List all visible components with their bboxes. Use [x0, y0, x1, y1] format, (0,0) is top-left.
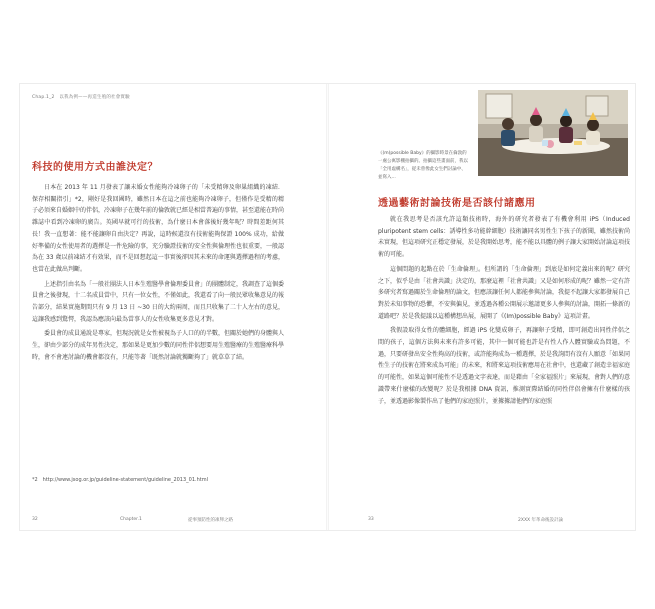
footer-chapter: Chapter.1: [120, 517, 142, 522]
left-page: [20, 84, 327, 530]
book-spread: [20, 84, 635, 530]
section-heading-right: 透過藝術討論技術是否該付諸應用: [378, 198, 536, 209]
family-photo: [478, 90, 628, 176]
footer-title-left: 從事預防性的凍卵之路: [188, 518, 233, 523]
running-head: Chap.1_2 以我為例——再造生殖的社會實驗: [32, 95, 130, 100]
right-body-text: [378, 214, 630, 410]
right-page: [328, 84, 635, 530]
footer-title-right: 2XXX 年革命後設計論: [518, 518, 564, 523]
section-heading-left: 科技的使用方式由誰決定？: [32, 162, 158, 173]
paragraph: 日本在 2013 年 11 月發表了讓未婚女性能夠冷凍卵子的「未受精卵及卵巢組織的凍結．保存相關指引」*2，剛好是我回國時，雖然日本在這之前也能夠冷凍卵子，但僅作是受精的精子必須來自婚姻中的伴侶，冷凍卵子在幾年前的倫敦就已經是相當普遍的事情，甚至還能在時尚雜誌中看到冷凍卵的廣告。英國早就可行的技術，為什麼日本會落後好幾年呢？時間差距何其長！我一直想著：能不能讓卵自由決定？再說，這時候還沒有技術能夠保證 100% 成功，給做好準備的女性使用者的選擇是一件危險的事，充分驗證技術的安全性與倫理性也很重要，一般認為在 33 歲以前凍結才有效果，而不是回想起這一事實後卻因其未來的命運與選擇過程的考慮，也當在此做出判斷。: [32, 184, 285, 273]
page-number-right: 33: [368, 517, 374, 522]
paragraph: 我假設取得女性的體細胞，經過 iPS 化變成卵子，再讓卵子受精，即可創造出同性伴侶之間的孩子，這個方法與未來有許多可能，其中一個可能也許是有性人作人體實驗或為問題，不過，只要研發出安全性夠高的技術，或許能夠成為一種選擇，於是我詢問有沒有人願意「如果同性生子的技術在將來成為可能」的未來，和將來這項技術應用在社會中，也還藏了創造幸福家庭的可能性，如果這個可能性不是透過文字表達，而是藉由「全家福照片」來展現，會對人們的意識帶來什麼樣的改變呢？於是我根據 DNA 資訊，推測實際結婚的同性伴侶會擁有什麼樣的孩子，並透過影像製作出了他們的家庭照片，並據據請他們的家庭照: [378, 327, 631, 405]
photo-caption: 《(m)possible Baby》的攝影時景在倫敦的一處公寓影棚拍攝的。拍攝這些畫面前，我以「全用虛構名」，從未曾像此女生們討論中、並寫入...: [378, 151, 468, 180]
footnote: *2 http://www.jsog.or.jp/guideline-statement/guideline_2013_01.html: [32, 477, 209, 483]
paragraph: 這個問題的起點在於「生命倫理」。但所謂的「生命倫理」到底是如何定義出來的呢？研究之下，似乎是由「社會共識」決定的，那麼這裡「社會共識」又是如何形成的呢？雖然一定有許多研究者寫過關於生命倫理的論文，但應該讓任何人都能參與討論，我提不起讓大家都發展自己對於未知事物的恐懼，不安與偏見，並透過各種公開展示邀請更多人參與的討論，開拓一條新的道路吧？於是我提議以這種構想出展，展開了《(Im)possible Baby》這項計畫。: [378, 265, 631, 320]
page-number-left: 32: [32, 517, 38, 522]
left-body-text: [32, 182, 284, 367]
paragraph: 上述指引由名為「一般社團法人日本生殖醫學會倫理委員會」的團體制定，我調查了這個委員會之後發現，十二名成員當中，只有一位女性，不僅如此，我還看了向一般民眾收集意見的報告部分，結果實施期間只有 9 月 13 日 ~30 日的大約兩周，而且只收集了二十人左右的意見，這讓我感到驚愕，我認為應該向最為當事人的女性收集更多意見才對。: [32, 280, 285, 323]
paragraph: 委員會的成員通說是專家，但現況就是女性被視為子人口的的半數，但關於她們的身體與人生，卻由少部分的成年男性決定，那如果是更加少數的同性伴侶想要用生殖醫療的生殖醫療科學時，會不會連討論的機會都沒有，只能等著「既然討論就獨斷夠了」就草草了結。: [32, 330, 285, 361]
paragraph: 就在我思考是否該允許這類技術時，海外的研究者發表了有機會利用 iPS（Induced pluripotent stem cells：誘導性多功能幹細胞）技術讓同名男性生下孩子的新聞，雖然技術尚未實現，但這項研究正穩定發展，於是我開始思考，能不能以具體的例子讓大家開始討論這項技術的可能。: [378, 216, 631, 259]
